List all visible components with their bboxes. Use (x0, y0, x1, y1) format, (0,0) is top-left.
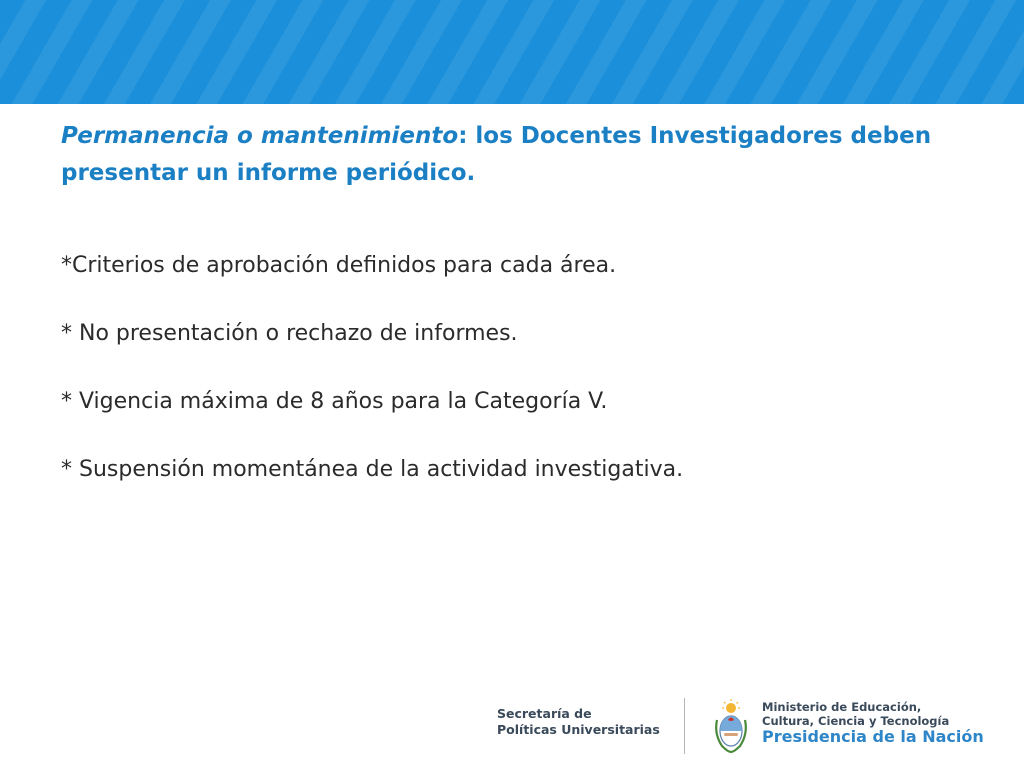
bullet-item: * No presentación o rechazo de informes. (61, 321, 518, 346)
secretaria-line-1: Secretaría de (497, 706, 592, 721)
slide-title (61, 118, 961, 192)
secretaria-logo-text (497, 706, 660, 738)
ministerio-line-2: Cultura, Ciencia y Tecnología (762, 714, 950, 728)
secretaria-line-2: Políticas Universitarias (497, 722, 660, 737)
footer-divider (684, 698, 685, 754)
ministerio-line-1: Ministerio de Educación, (762, 700, 922, 714)
ministerio-text (762, 700, 949, 728)
argentina-coat-of-arms-icon (712, 698, 750, 754)
bullet-item: * Suspensión momentánea de la actividad investigativa. (61, 457, 684, 482)
bullet-item: * Vigencia máxima de 8 años para la Categoría V. (61, 389, 608, 414)
header-band (0, 0, 1024, 104)
presidencia-text: Presidencia de la Nación (762, 727, 984, 746)
bullet-list (61, 248, 961, 520)
bullet-item: *Criterios de aprobación definidos para cada área. (61, 253, 617, 278)
slide-title-emphasis: Permanencia o mantenimiento (61, 123, 459, 149)
slide-title-rest: : los Docentes Investigadores deben presentar un informe periódico. (61, 123, 932, 186)
